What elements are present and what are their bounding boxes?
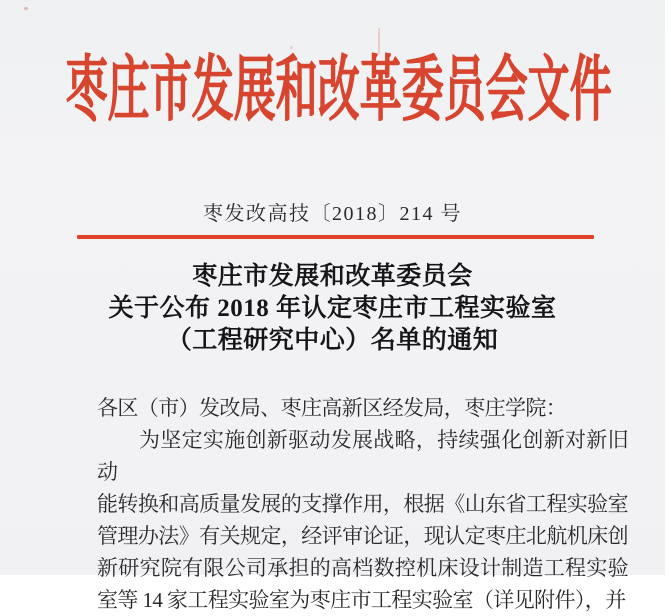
masthead-text: 枣庄市发展和改革委员会文件 [65, 52, 612, 132]
body-line: 室等 14 家工程实验室为枣庄市工程实验室（详见附件），并 [97, 588, 626, 612]
body-text [97, 392, 628, 616]
body-line: 能转换和高质量发展的支撑作用，根据《山东省工程实验室 [97, 492, 628, 516]
notice-title-line-2: 关于公布 2018 年认定枣庄市工程实验室 [108, 295, 557, 322]
salutation-line: 各区（市）发改局、枣庄高新区经发局，枣庄学院： [97, 396, 567, 420]
scan-fold-mark [378, 28, 380, 54]
document-number: 枣发改高技〔2018〕214 号 [203, 203, 462, 225]
notice-title-line-1: 枣庄市发展和改革委员会 [192, 263, 473, 290]
red-separator-rule [77, 235, 594, 239]
scan-speck [290, 46, 293, 49]
body-line: 管理办法》有关规定，经评审论证，现认定枣庄北航机床创 [97, 524, 628, 548]
red-masthead [6, 52, 671, 132]
notice-title [0, 261, 665, 357]
body-line: 新研究院有限公司承担的高档数控机床设计制造工程实验 [97, 556, 628, 580]
notice-title-line-3: （工程研究中心）名单的通知 [166, 327, 499, 354]
body-line: 为坚定实施创新驱动发展战略，持续强化创新对新旧动 [97, 428, 628, 484]
scan-speck [24, 7, 28, 10]
